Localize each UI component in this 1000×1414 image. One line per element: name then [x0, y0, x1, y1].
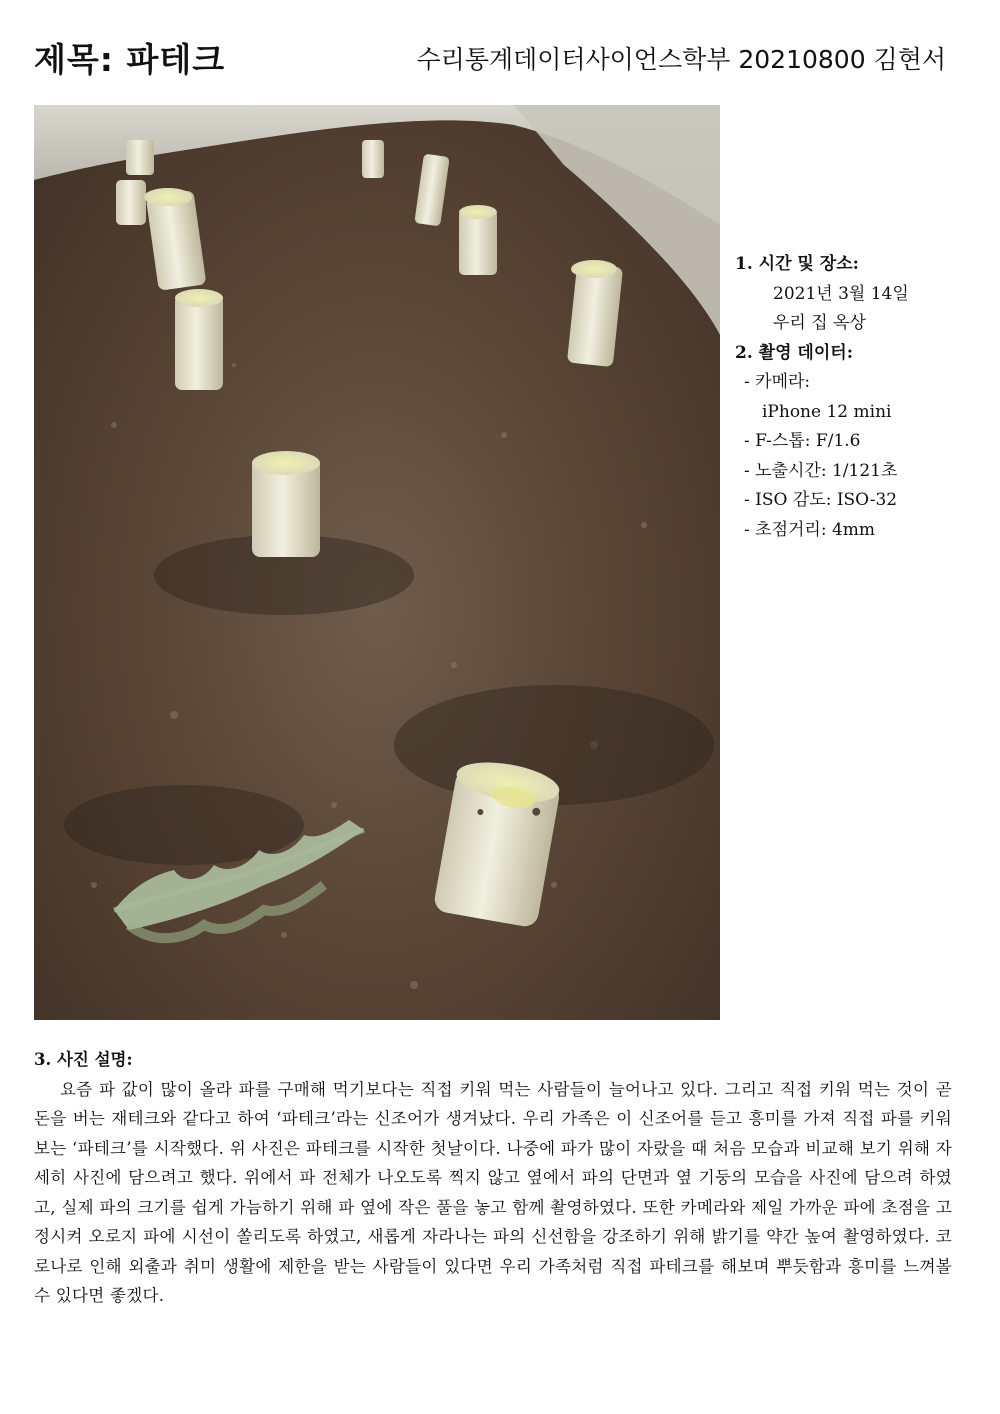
author-line: 수리통계데이터사이언스학부 20210800 김현서 — [416, 45, 946, 74]
camera-value: iPhone 12 mini — [762, 401, 892, 422]
exposure-time: - 노출시간: 1/121초 — [744, 460, 898, 481]
page-title: 제목: 파테크 — [34, 40, 226, 79]
photo-description — [34, 1045, 952, 1311]
description-body: 요즘 파 값이 많이 올라 파를 구매해 먹기보다는 직접 키워 먹는 사람들이 늘어나고 있다. 그리고 직접 키워 먹는 것이 곧 돈을 버는 재테크와 같다고 하여 ‘파테크’라는 신조어가 생겨났다. 우리 가족은 이 신조어를 듣고 흥미를 가져 직접 파를 키워보는 ‘파테크’를 시작했다. 위 사진은 파테크를 시작한 첫날이다. 나중에 파가 많이 자랐을 때 처음 모습과 비교해 보기 위해 자세히 사진에 담으려고 했다. 위에서 파 전체가 나오도록 찍지 않고 옆에서 파의 단면과 옆 기둥의 모습을 사진에 담으려 하였고, 실제 파의 크기를 쉽게 가늠하기 위해 파 옆에 작은 풀을 놓고 함께 촬영하였다. 또한 카메라와 제일 가까운 파에 초점을 고정시켜 오로지 파에 시선이 쏠리도록 하였고, 새롭게 자라나는 파의 신선함을 강조하기 위해 밝기를 약간 높여 촬영하였다. 코로나로 인해 외출과 취미 생활에 제한을 받는 사람들이 있다면 우리 가족처럼 직접 파테크를 해보며 뿌듯함과 흥미를 느껴볼 수 있다면 좋겠다. — [34, 1079, 952, 1305]
camera-label: - 카메라: — [744, 372, 811, 392]
photo-metadata — [735, 250, 985, 545]
description-heading: 3. 사진 설명: — [34, 1050, 133, 1069]
photo-illustration — [34, 105, 720, 1020]
shooting-data-heading: 2. 촬영 데이터: — [735, 342, 853, 363]
time-place-heading: 1. 시간 및 장소: — [735, 254, 859, 274]
green-onion-photo — [34, 105, 720, 1020]
f-stop: - F-스톱: F/1.6 — [744, 431, 861, 451]
shoot-date: 2021년 3월 14일 — [773, 283, 909, 304]
focal-length: - 초점거리: 4mm — [744, 519, 876, 540]
shoot-place: 우리 집 옥상 — [773, 313, 866, 333]
iso-sensitivity: - ISO 감도: ISO-32 — [744, 490, 898, 510]
